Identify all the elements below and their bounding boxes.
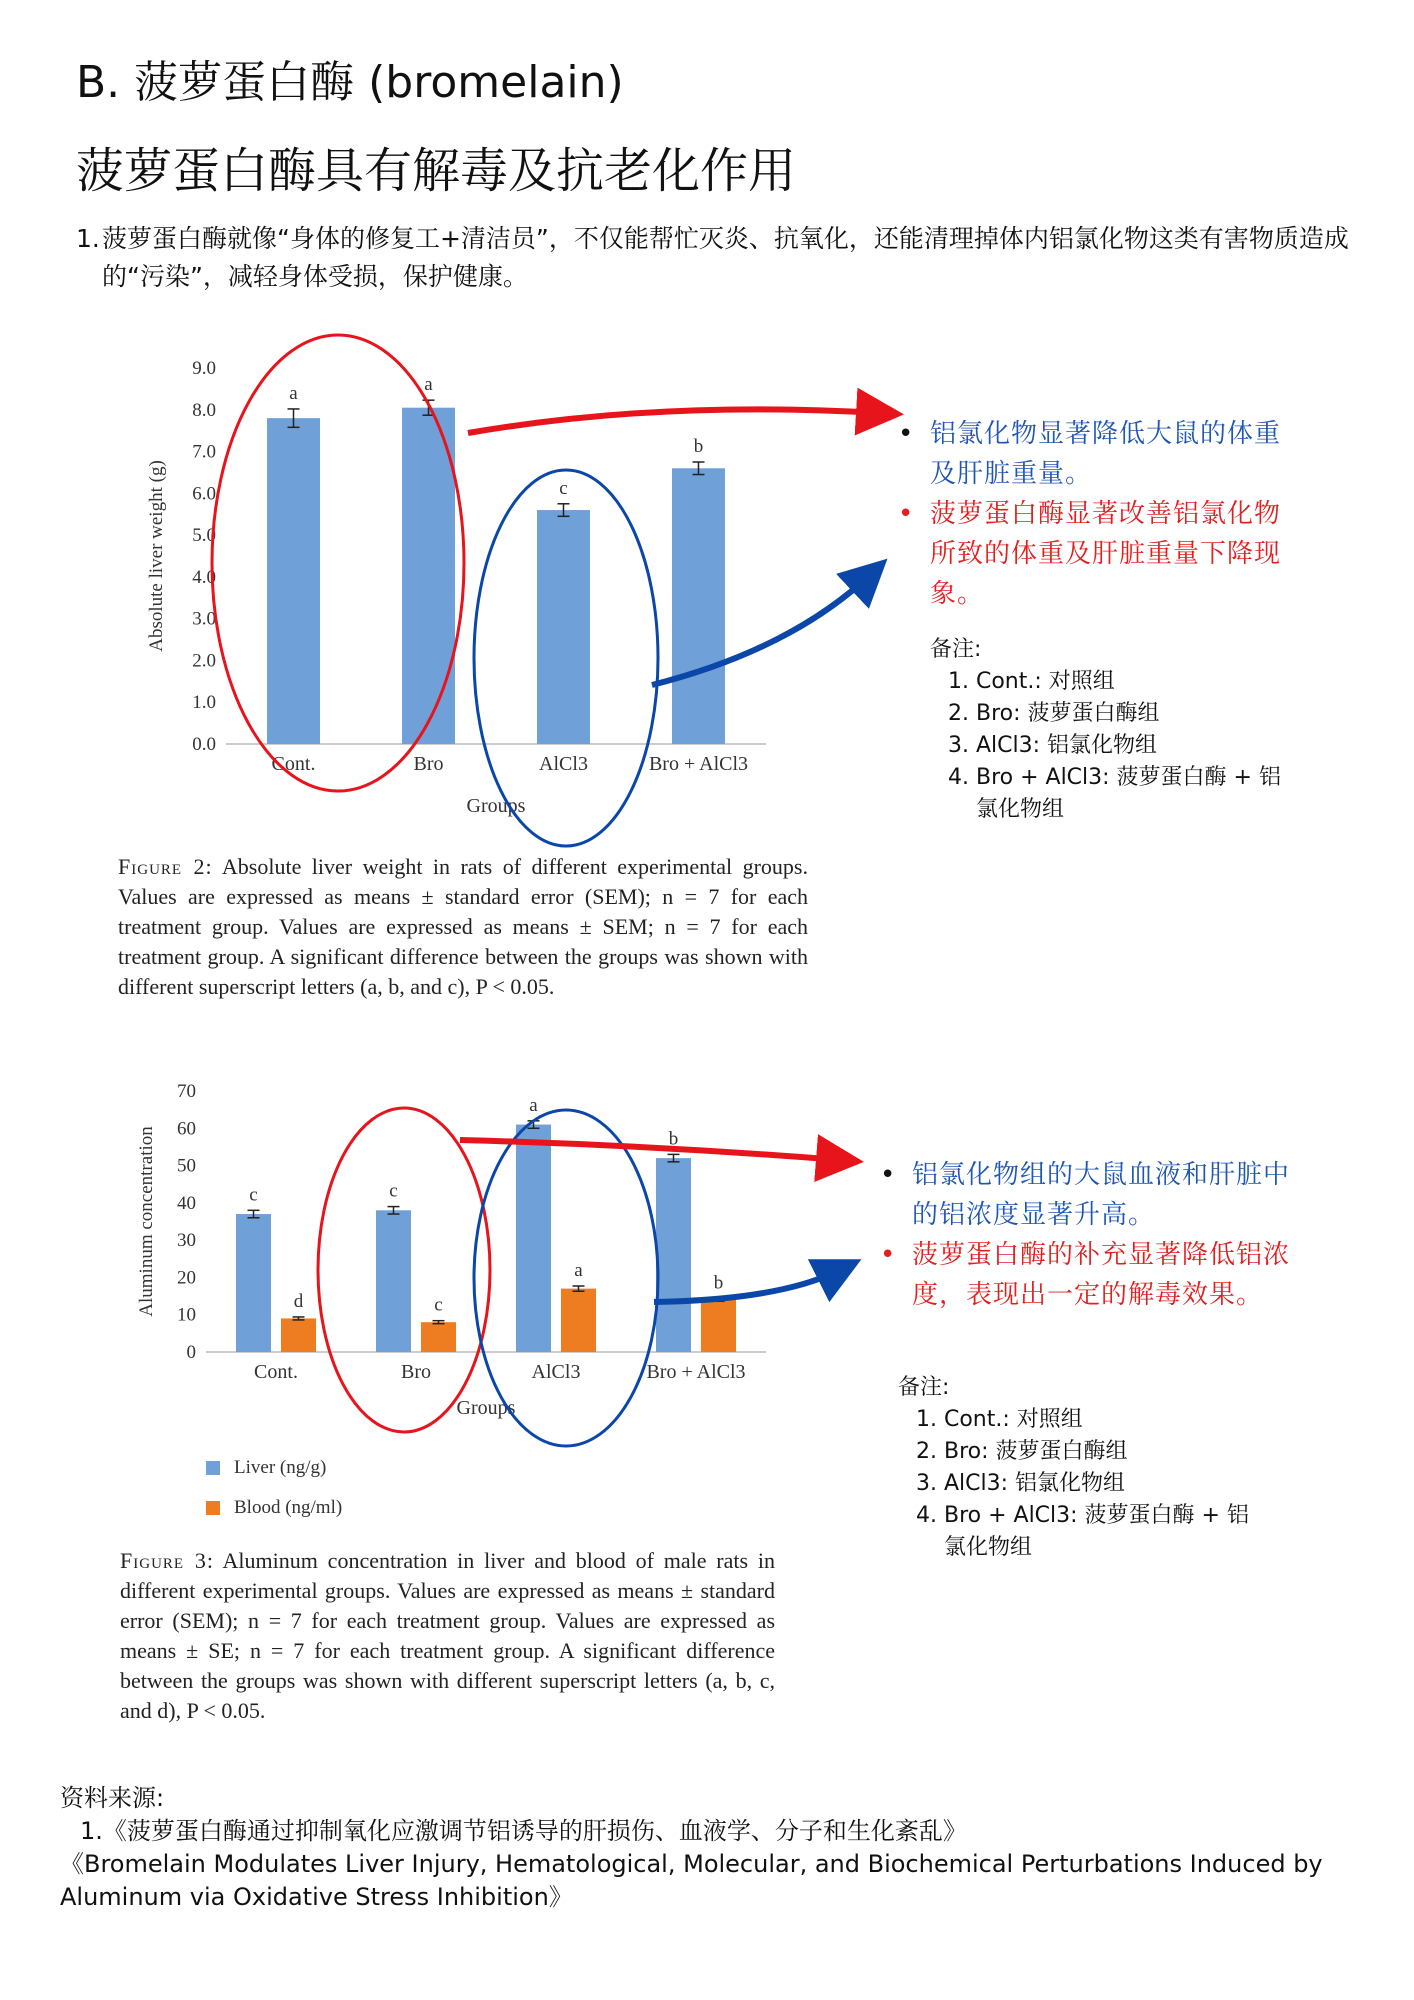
- y-tick-label: 7.0: [192, 441, 216, 463]
- y-tick-label: 20: [177, 1267, 196, 1289]
- significance-letter: c: [249, 1184, 258, 1206]
- remark-item-cont: 氯化物组: [944, 1535, 1033, 1560]
- sources-block: [60, 1782, 1380, 1914]
- source-item-en: 《Bromelain Modulates Liver Injury, Hematological, Molecular, and Biochemical Perturbations Induced by Aluminum via Oxidative Stress Inhibition》: [60, 1850, 1323, 1911]
- intro-text: 菠萝蛋白酶就像“身体的修复工+清洁员”，不仅能帮忙灭炎、抗氧化，还能清理掉体内铝氯化物这类有害物质造成的“污染”，减轻身体受损，保护健康。: [102, 224, 1349, 291]
- significance-letter: b: [713, 1272, 724, 1294]
- findings-list-2: [880, 1155, 1300, 1315]
- arrow-blue-2: [654, 1270, 840, 1302]
- x-tick-label: Bro + AlCl3: [646, 1361, 746, 1383]
- source-item-cn: 1.《菠萝蛋白酶通过抑制氧化应激调节铝诱导的肝损伤、血液学、分子和生化紊乱》: [80, 1817, 967, 1845]
- remark-item: 3. AlCl3: 铝氯化物组: [916, 1471, 1126, 1496]
- y-tick-label: 50: [177, 1155, 196, 1177]
- y-tick-label: 70: [177, 1081, 196, 1102]
- y-tick-label: 4.0: [192, 566, 216, 588]
- x-tick-label: Cont.: [254, 1361, 298, 1383]
- y-tick-label: 9.0: [192, 358, 216, 379]
- remark-block-1: [930, 634, 1281, 826]
- x-axis-label: Groups: [456, 1397, 516, 1419]
- y-tick-label: 3.0: [192, 608, 216, 630]
- remark-item: 3. AlCl3: 铝氯化物组: [948, 733, 1158, 758]
- x-tick-label: AlCl3: [531, 1361, 581, 1383]
- x-tick-label: AlCl3: [539, 753, 588, 775]
- x-tick-label: Bro: [401, 1361, 431, 1383]
- finding-blue-2: • 铝氯化物组的大鼠血液和肝脏中的铝浓度显著升高。: [880, 1160, 1291, 1230]
- significance-letter: c: [559, 477, 568, 499]
- y-tick-label: 30: [177, 1230, 196, 1252]
- significance-letter: c: [389, 1180, 398, 1202]
- significance-letter: a: [424, 374, 433, 396]
- highlight-ellipse-red-2: [318, 1108, 490, 1432]
- x-axis-label: Groups: [466, 795, 526, 817]
- page-subtitle: 菠萝蛋白酶具有解毒及抗老化作用: [76, 143, 797, 199]
- significance-letter: d: [293, 1290, 304, 1312]
- remark-heading: 备注:: [898, 1375, 950, 1400]
- significance-letter: a: [529, 1094, 538, 1116]
- finding-red-1: • 菠萝蛋白酶显著改善铝氯化物所致的体重及肝脏重量下降现象。: [898, 499, 1282, 609]
- page-title: B. 菠萝蛋白酶 (bromelain): [76, 57, 624, 108]
- remark-heading: 备注:: [930, 637, 982, 662]
- y-tick-label: 40: [177, 1192, 196, 1214]
- remark-item: 4. Bro + AlCl3: 菠萝蛋白酶 + 铝: [916, 1503, 1249, 1528]
- y-axis-label: Absolute liver weight (g): [146, 460, 167, 652]
- highlight-ellipse-blue-1: [474, 470, 658, 846]
- arrow-red-2: [460, 1140, 840, 1160]
- significance-letter: a: [289, 382, 298, 404]
- remark-item: 1. Cont.: 对照组: [916, 1407, 1083, 1432]
- y-tick-label: 5.0: [192, 525, 216, 547]
- y-tick-label: 1.0: [192, 692, 216, 714]
- y-tick-label: 10: [177, 1304, 196, 1326]
- remark-item: 2. Bro: 菠萝蛋白酶组: [948, 701, 1160, 726]
- finding-blue-1: • 铝氯化物显著降低大鼠的体重及肝脏重量。: [898, 419, 1282, 489]
- x-tick-label: Bro + AlCl3: [648, 753, 749, 775]
- remark-block-2: [898, 1372, 1249, 1564]
- y-tick-label: 0: [186, 1342, 196, 1363]
- highlight-ellipse-blue-2: [474, 1110, 658, 1446]
- arrow-blue-1: [652, 575, 870, 685]
- significance-letter: b: [668, 1128, 679, 1150]
- y-tick-label: 8.0: [192, 399, 216, 421]
- y-tick-label: 6.0: [192, 483, 216, 505]
- legend-label: Liver (ng/g): [234, 1457, 327, 1478]
- highlight-ellipse-red-1: [212, 335, 464, 791]
- findings-list-1: [898, 414, 1298, 614]
- significance-letter: b: [693, 436, 704, 457]
- y-tick-label: 2.0: [192, 650, 216, 672]
- y-tick-label: 0.0: [192, 734, 216, 755]
- sources-heading: 资料来源:: [60, 1784, 165, 1812]
- legend-label: Blood (ng/ml): [234, 1497, 343, 1518]
- remark-item-cont: 氯化物组: [976, 797, 1065, 822]
- y-tick-label: 60: [177, 1118, 196, 1140]
- remark-item: 2. Bro: 菠萝蛋白酶组: [916, 1439, 1128, 1464]
- figure3-text: Aluminum concentration in liver and blood of male rats in different experimental groups. Values are expressed as means ± standard error (SEM); n = 7 for each treatment group. Values are expressed as means ± SE; n = 7 for each treatment group. A significant difference between the groups was shown with different superscript letters (a, b, c, and d), P < 0.05.: [120, 1548, 775, 1723]
- x-tick-label: Cont.: [271, 753, 316, 775]
- remark-item: 1. Cont.: 对照组: [948, 669, 1115, 694]
- figure2-text: Absolute liver weight in rats of different experimental groups. Values are expressed as means ± standard error (SEM); n = 7 for each treatment group. Values are expressed as means ± SEM; n = 7 for each treatment group. A significant difference between the groups was shown with different superscript letters (a, b, and c), P < 0.05.: [118, 854, 808, 999]
- intro-number: 1.: [76, 224, 100, 253]
- figure3-lead: Figure 3:: [120, 1548, 214, 1573]
- finding-red-2: • 菠萝蛋白酶的补充显著降低铝浓度，表现出一定的解毒效果。: [880, 1240, 1291, 1310]
- figure2-lead: Figure 2:: [118, 854, 213, 879]
- remark-item: 4. Bro + AlCl3: 菠萝蛋白酶 + 铝: [948, 765, 1281, 790]
- x-tick-label: Bro: [413, 753, 444, 775]
- significance-letter: a: [574, 1260, 583, 1282]
- significance-letter: c: [434, 1294, 443, 1316]
- y-axis-label: Aluminum concentration: [136, 1126, 157, 1317]
- arrow-red-1: [468, 409, 880, 433]
